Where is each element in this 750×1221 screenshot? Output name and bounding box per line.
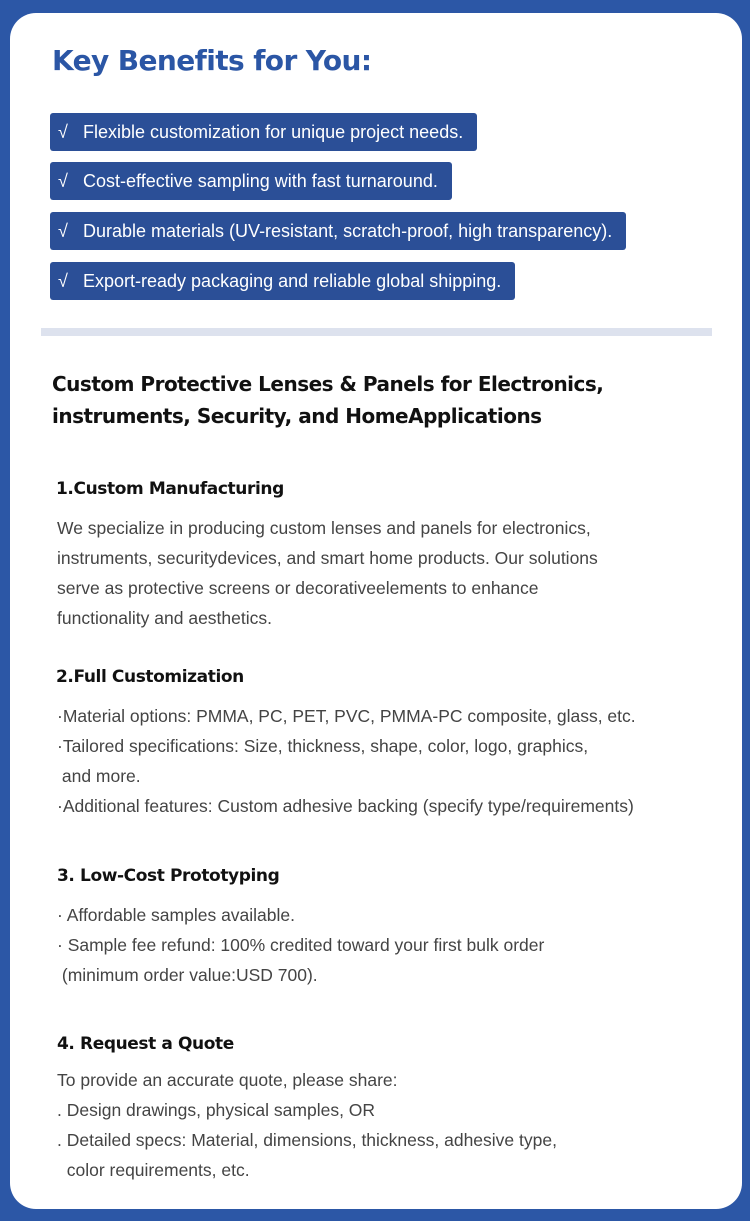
benefit-item [50,212,626,250]
section-title: 2.Full Customization [56,667,244,687]
benefit-text: Durable materials (UV-resistant, scratch-proof, high transparency). [83,221,613,241]
benefit-text: Flexible customization for unique project needs. [83,122,464,142]
benefit-item [50,262,515,300]
benefit-text: Export-ready packaging and reliable global shipping. [83,271,502,291]
main-heading-line: instruments, Security, and HomeApplications [52,404,542,428]
page-title: Key Benefits for You: [52,44,372,77]
section-title: 4. Request a Quote [57,1034,234,1054]
check-icon: √ [58,271,68,291]
main-heading [52,368,603,432]
benefit-item [50,162,452,200]
section-body: We specialize in producing custom lenses and panels for electronics, instruments, securitydevices, and smart home products. Our solutions serve as protective screens or decorativeelements to enhance functionality and aesthetics. [57,518,598,628]
check-icon: √ [58,171,68,191]
section-body: To provide an accurate quote, please share: . Design drawings, physical samples, OR . Detailed specs: Material, dimensions, thickness, adhesive type, color requirements, etc. [57,1070,557,1180]
section-body: ·Material options: PMMA, PC, PET, PVC, PMMA-PC composite, glass, etc. ·Tailored specifications: Size, thickness, shape, color, logo, graphics, and more. ·Additional features: Custom adhesive backing (specify type/requirements) [57,706,636,816]
main-heading-line: Custom Protective Lenses & Panels for Electronics, [52,372,604,396]
benefit-text: Cost-effective sampling with fast turnaround. [83,171,438,191]
section-divider [41,328,712,336]
check-icon: √ [58,221,68,241]
section-title: 1.Custom Manufacturing [56,479,284,499]
section-title: 3. Low-Cost Prototyping [57,866,280,886]
section-body: · Affordable samples available. · Sample fee refund: 100% credited toward your first bulk order (minimum order value:USD 700). [57,905,545,985]
benefit-item [50,113,477,151]
check-icon: √ [58,122,68,142]
